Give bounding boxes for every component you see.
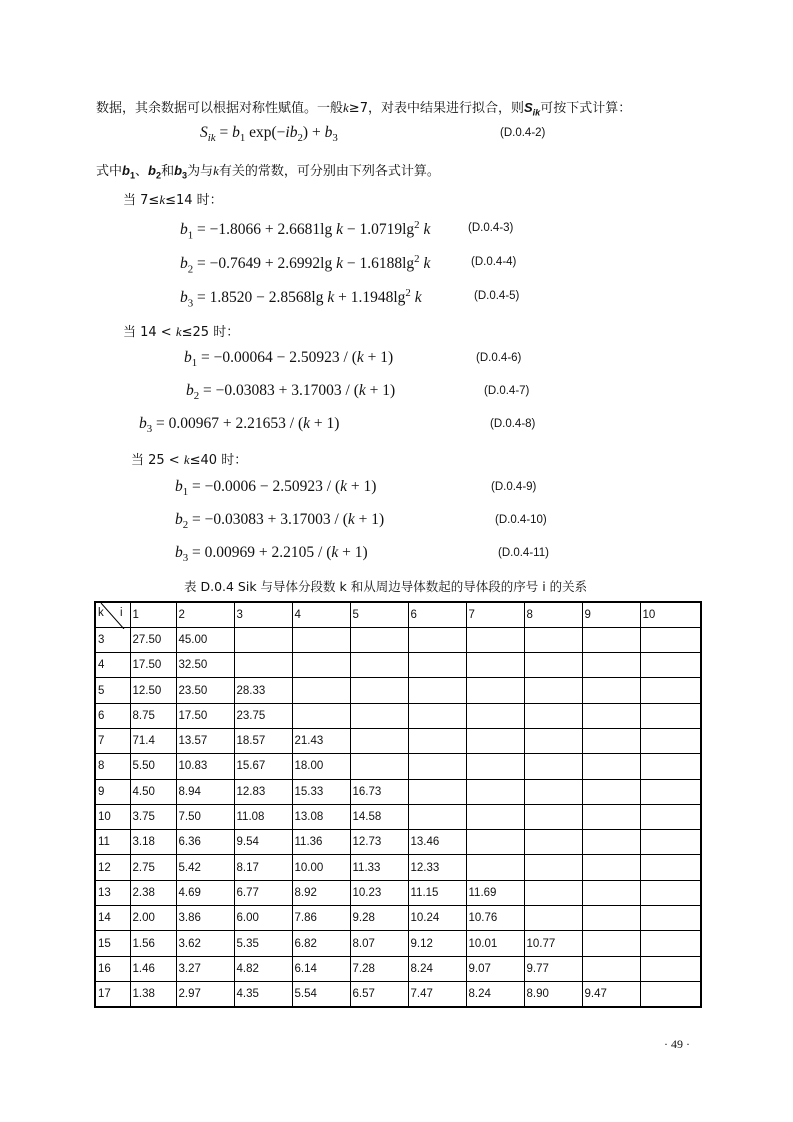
table-cell: 6.57 [350, 981, 408, 1006]
column-header-9: 9 [582, 602, 640, 627]
table-cell: 9.77 [524, 956, 582, 981]
table-cell: 2.75 [130, 855, 176, 880]
table-cell: 10.24 [408, 906, 466, 931]
table-cell [640, 981, 701, 1006]
table-cell [350, 627, 408, 652]
table-cell [524, 728, 582, 753]
table-row [95, 931, 701, 956]
table-cell: 15.67 [234, 754, 292, 779]
table-cell: 8.07 [350, 931, 408, 956]
sik-table [94, 601, 702, 1008]
table-cell [582, 627, 640, 652]
table-cell [640, 880, 701, 905]
table-cell [582, 653, 640, 678]
table-cell [408, 703, 466, 728]
table-cell: 21.43 [292, 728, 350, 753]
table-cell: 17.50 [130, 653, 176, 678]
condition-3-k: k [183, 452, 190, 467]
table-cell [640, 627, 701, 652]
equation-d048: $b_3 = 0.00967 + 2.21653 / (k + 1)$ [139, 415, 340, 436]
table-cell: 18.00 [292, 754, 350, 779]
table-cell: 8.24 [466, 981, 524, 1006]
column-header-7: 7 [466, 602, 524, 627]
table-cell [466, 804, 524, 829]
where-var-b3: b [174, 163, 183, 178]
equation-d0411-number: (D.0.4-11) [498, 547, 549, 559]
table-cell: 9.12 [408, 931, 466, 956]
equation-d046-number: (D.0.4-6) [476, 352, 522, 364]
row-k-cell: 8 [95, 754, 130, 779]
table-cell: 4.82 [234, 956, 292, 981]
row-k-cell: 4 [95, 653, 130, 678]
table-row [95, 627, 701, 652]
table-cell [292, 703, 350, 728]
table-cell: 4.35 [234, 981, 292, 1006]
table-cell: 11.33 [350, 855, 408, 880]
table-cell [524, 754, 582, 779]
table-cell [408, 779, 466, 804]
table-cell: 10.23 [350, 880, 408, 905]
equation-d043-number: (D.0.4-3) [468, 222, 514, 234]
condition-1-rel2: ≤ [165, 193, 176, 208]
where-var-b2: b [148, 163, 156, 178]
table-cell: 7.86 [292, 906, 350, 931]
table-cell [350, 754, 408, 779]
table-cell: 7.47 [408, 981, 466, 1006]
equation-d0411: $b_3 = 0.00969 + 2.2105 / (k + 1)$ [175, 544, 368, 565]
row-k-cell: 17 [95, 981, 130, 1006]
column-header-4: 4 [292, 602, 350, 627]
table-cell: 6.00 [234, 906, 292, 931]
equation-d0410-number: (D.0.4-10) [495, 514, 547, 526]
equation-d045-number: (D.0.4-5) [474, 290, 520, 302]
table-cell: 2.38 [130, 880, 176, 905]
table-cell [408, 728, 466, 753]
table-cell: 10.76 [466, 906, 524, 931]
table-cell: 32.50 [176, 653, 234, 678]
table-cell: 4.50 [130, 779, 176, 804]
column-header-6: 6 [408, 602, 466, 627]
table-cell: 1.46 [130, 956, 176, 981]
column-header-3: 3 [234, 602, 292, 627]
condition-2-pre: 当 14 < [123, 325, 176, 340]
table-cell [640, 804, 701, 829]
table-cell [640, 906, 701, 931]
table-body [95, 627, 701, 1006]
table-cell [350, 653, 408, 678]
condition-1-post: 14 时： [176, 193, 223, 208]
equation-d044-number: (D.0.4-4) [471, 256, 517, 268]
table-cell [582, 728, 640, 753]
table-cell [582, 830, 640, 855]
table-cell: 9.47 [582, 981, 640, 1006]
table-cell: 23.75 [234, 703, 292, 728]
table-row [95, 880, 701, 905]
condition-3-post: 40 时： [200, 453, 248, 468]
where-text-3: 有关的常数，可分别由下列各式计算。 [218, 164, 440, 179]
table-cell [640, 754, 701, 779]
condition-3 [131, 449, 247, 468]
table-cell [640, 855, 701, 880]
corner-i-label: i [120, 607, 123, 619]
table-cell [234, 627, 292, 652]
table-cell: 12.83 [234, 779, 292, 804]
where-sep-2: 和 [161, 164, 175, 179]
row-k-cell: 16 [95, 956, 130, 981]
where-var-b1: b [122, 163, 130, 178]
table-cell: 10.83 [176, 754, 234, 779]
table-cell: 16.73 [350, 779, 408, 804]
table-cell: 8.94 [176, 779, 234, 804]
table-cell: 12.50 [130, 678, 176, 703]
table-cell: 8.17 [234, 855, 292, 880]
table-row [95, 728, 701, 753]
where-var-b3-sub: 3 [182, 170, 188, 181]
table-cell: 10.00 [292, 855, 350, 880]
table-cell: 1.38 [130, 981, 176, 1006]
table-cell: 7.50 [176, 804, 234, 829]
equation-d045: $b_3 = 1.8520 - 2.8568\lg$ $k + 1.1948\lg^2$ k [180, 287, 422, 310]
main-equation-number: (D.0.4-2) [500, 127, 546, 139]
table-cell: 8.92 [292, 880, 350, 905]
equation-d043: $b_1 = -1.8066 + 2.6681\lg$ $k - 1.0719\lg^2$ k [180, 219, 431, 242]
where-sep-1: 、 [135, 164, 149, 179]
condition-3-rel2: ≤ [189, 453, 201, 468]
equation-d0410: $b_2 = -0.03083 + 3.17003 / (k + 1)$ [175, 511, 385, 532]
table-cell: 13.57 [176, 728, 234, 753]
table-cell [524, 830, 582, 855]
where-var-k: k [213, 163, 219, 178]
table-cell: 9.54 [234, 830, 292, 855]
table-cell: 11.69 [466, 880, 524, 905]
row-k-cell: 3 [95, 627, 130, 652]
row-k-cell: 9 [95, 779, 130, 804]
table-cell [292, 627, 350, 652]
table-row [95, 653, 701, 678]
table-row [95, 830, 701, 855]
table-corner-cell [95, 602, 130, 627]
row-k-cell: 15 [95, 931, 130, 956]
condition-1-pre: 当 7 [123, 193, 149, 208]
table-cell [524, 779, 582, 804]
where-var-b2-sub: 2 [156, 170, 162, 181]
table-cell: 3.86 [176, 906, 234, 931]
table-cell: 6.36 [176, 830, 234, 855]
table-cell: 11.08 [234, 804, 292, 829]
table-cell: 5.35 [234, 931, 292, 956]
equation-d048-number: (D.0.4-8) [490, 418, 536, 430]
table-cell: 71.4 [130, 728, 176, 753]
table-cell [408, 804, 466, 829]
table-cell: 10.77 [524, 931, 582, 956]
table-cell [582, 754, 640, 779]
table-cell: 6.77 [234, 880, 292, 905]
table-cell: 8.90 [524, 981, 582, 1006]
table-cell [582, 804, 640, 829]
table-cell: 3.62 [176, 931, 234, 956]
table-cell: 18.57 [234, 728, 292, 753]
table-cell [466, 653, 524, 678]
table-cell [524, 855, 582, 880]
equation-d044: $b_2 = -0.7649 + 2.6992\lg$ $k - 1.6188\lg^2$ k [180, 253, 431, 276]
table-cell [640, 956, 701, 981]
table-cell: 11.36 [292, 830, 350, 855]
table-cell: 14.58 [350, 804, 408, 829]
intro-var-k: k [343, 100, 349, 115]
table-cell [524, 703, 582, 728]
table-cell: 1.56 [130, 931, 176, 956]
table-cell [582, 855, 640, 880]
table-cell: 6.82 [292, 931, 350, 956]
table-cell [292, 653, 350, 678]
condition-3-pre: 当 25 < [131, 453, 184, 468]
equation-d049-number: (D.0.4-9) [491, 481, 537, 493]
table-cell: 2.00 [130, 906, 176, 931]
column-header-2: 2 [176, 602, 234, 627]
table-cell [408, 627, 466, 652]
page-number: · 49 · [664, 1037, 690, 1051]
table-cell [524, 804, 582, 829]
row-k-cell: 7 [95, 728, 130, 753]
row-k-cell: 6 [95, 703, 130, 728]
table-cell: 8.24 [408, 956, 466, 981]
condition-1 [123, 189, 223, 208]
condition-2-post: 25 时： [192, 325, 240, 340]
table-cell: 13.46 [408, 830, 466, 855]
table-cell [640, 703, 701, 728]
table-cell [466, 830, 524, 855]
table-cell [234, 653, 292, 678]
condition-2-rel2: ≤ [181, 325, 193, 340]
table-cell: 12.73 [350, 830, 408, 855]
main-equation: $S_{ik} = b_1$ $\exp(-ib_2) + b_3$ [200, 124, 338, 145]
table-cell [640, 728, 701, 753]
table-cell [582, 956, 640, 981]
table-cell: 27.50 [130, 627, 176, 652]
where-text-2: 为与 [187, 164, 214, 179]
table-cell [292, 678, 350, 703]
equation-d047-number: (D.0.4-7) [484, 385, 530, 397]
table-cell: 5.54 [292, 981, 350, 1006]
row-k-cell: 14 [95, 906, 130, 931]
intro-text-3: 可按下式计算： [540, 101, 632, 116]
table-cell [350, 703, 408, 728]
table-cell [582, 703, 640, 728]
table-cell [350, 728, 408, 753]
condition-2-k: k [175, 324, 182, 339]
table-cell: 3.27 [176, 956, 234, 981]
table-cell [640, 931, 701, 956]
table-cell: 11.15 [408, 880, 466, 905]
table-cell [640, 830, 701, 855]
table-cell [640, 653, 701, 678]
column-header-10: 10 [640, 602, 701, 627]
table-cell [466, 754, 524, 779]
table-row [95, 906, 701, 931]
table-cell: 3.18 [130, 830, 176, 855]
table-cell: 13.08 [292, 804, 350, 829]
intro-var-s-sub: ik [532, 107, 541, 118]
row-k-cell: 10 [95, 804, 130, 829]
table-cell: 5.42 [176, 855, 234, 880]
table-cell [582, 880, 640, 905]
table-cell [582, 678, 640, 703]
column-header-1: 1 [130, 602, 176, 627]
table-cell [466, 855, 524, 880]
table-cell: 45.00 [176, 627, 234, 652]
table-cell: 12.33 [408, 855, 466, 880]
column-header-8: 8 [524, 602, 582, 627]
table-cell [524, 678, 582, 703]
row-k-cell: 13 [95, 880, 130, 905]
table-cell: 2.97 [176, 981, 234, 1006]
table-row [95, 981, 701, 1006]
table-cell: 8.75 [130, 703, 176, 728]
equation-d047: $b_2 = -0.03083 + 3.17003 / (k + 1)$ [186, 382, 396, 403]
row-k-cell: 11 [95, 830, 130, 855]
table-cell: 7.28 [350, 956, 408, 981]
table-cell [466, 627, 524, 652]
intro-text-1: 数据，其余数据可以根据对称性赋值。一般 [96, 101, 344, 116]
where-text-1: 式中 [96, 164, 123, 179]
table-cell: 9.28 [350, 906, 408, 931]
table-cell: 10.01 [466, 931, 524, 956]
table-header-row [95, 602, 701, 627]
where-line [96, 160, 440, 181]
table-cell: 17.50 [176, 703, 234, 728]
column-header-5: 5 [350, 602, 408, 627]
table-cell [524, 627, 582, 652]
table-cell [350, 678, 408, 703]
table-cell [466, 728, 524, 753]
table-cell: 4.69 [176, 880, 234, 905]
equation-d049: $b_1 = -0.0006 - 2.50923 / (k + 1)$ [175, 478, 377, 499]
table-cell [466, 703, 524, 728]
table-cell: 23.50 [176, 678, 234, 703]
table-caption: 表 D.0.4 Sik 与导体分段数 k 和从周边导体数起的导体段的序号 i 的关系 [184, 579, 588, 594]
table-cell [640, 678, 701, 703]
equation-d046: $b_1 = -0.00064 - 2.50923 / (k + 1)$ [184, 349, 394, 370]
table-cell [408, 754, 466, 779]
table-cell [524, 653, 582, 678]
table-row [95, 855, 701, 880]
table-cell [582, 779, 640, 804]
table-cell [408, 678, 466, 703]
intro-text-2: ≥7，对表中结果进行拟合，则 [348, 101, 524, 116]
table-cell: 15.33 [292, 779, 350, 804]
table-row [95, 804, 701, 829]
condition-1-k: k [159, 192, 166, 207]
table-row [95, 754, 701, 779]
condition-2 [123, 321, 239, 340]
table-cell [466, 678, 524, 703]
row-k-cell: 12 [95, 855, 130, 880]
row-k-cell: 5 [95, 678, 130, 703]
table-row [95, 703, 701, 728]
table-row [95, 779, 701, 804]
table-cell: 6.14 [292, 956, 350, 981]
table-cell [466, 779, 524, 804]
table-cell: 5.50 [130, 754, 176, 779]
table-cell: 28.33 [234, 678, 292, 703]
table-row [95, 956, 701, 981]
table-cell [582, 931, 640, 956]
table-cell: 3.75 [130, 804, 176, 829]
table-cell [408, 653, 466, 678]
table-cell [640, 779, 701, 804]
where-var-b1-sub: 1 [129, 170, 136, 181]
intro-var-s: S [523, 100, 533, 115]
condition-1-rel1: ≤ [148, 193, 160, 208]
table-cell: 9.07 [466, 956, 524, 981]
intro-paragraph [96, 97, 631, 118]
table-row [95, 678, 701, 703]
table-cell [524, 880, 582, 905]
corner-k-label: k [98, 607, 104, 619]
table-cell [582, 906, 640, 931]
table-cell [524, 906, 582, 931]
